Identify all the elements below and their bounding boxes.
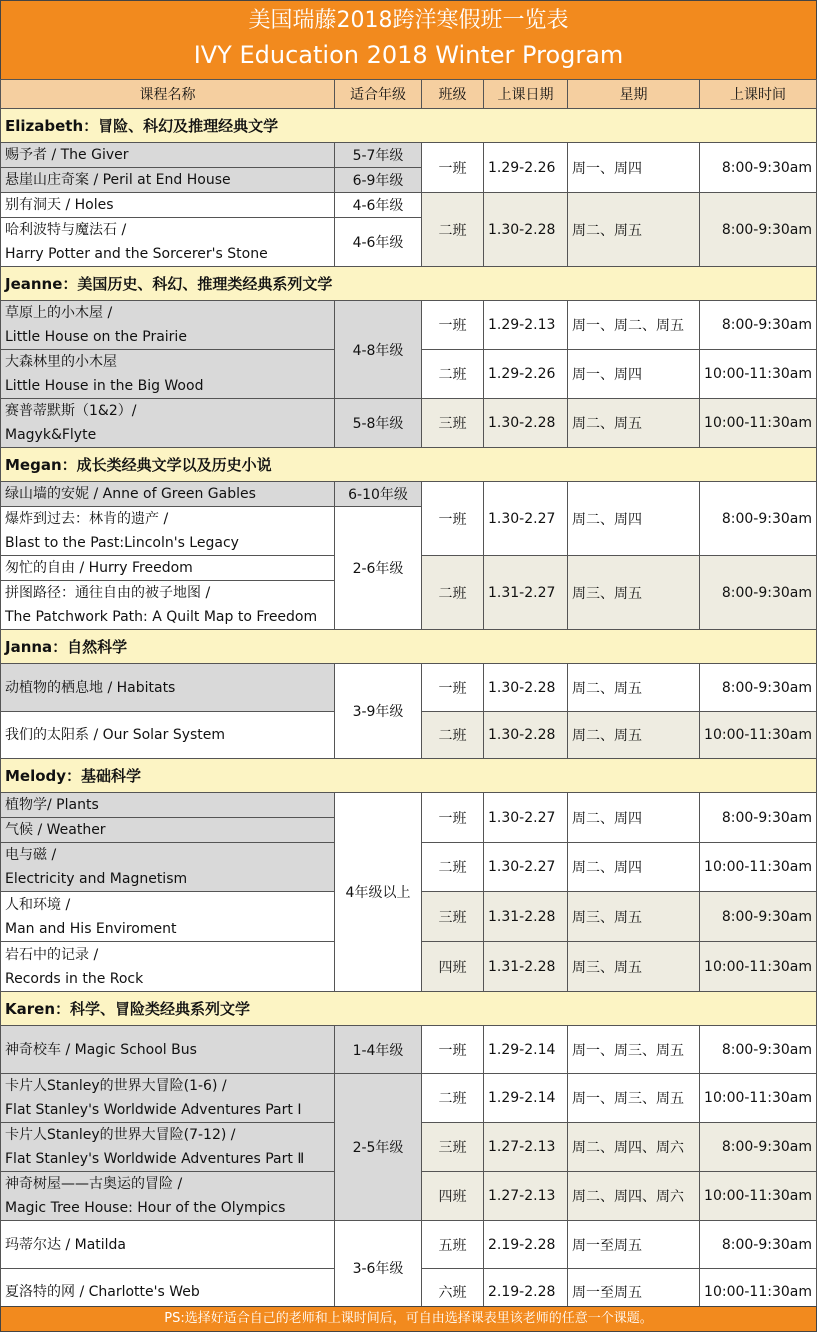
date-cell: 1.31-2.27 <box>484 556 568 630</box>
grade-cell: 2-5年级 <box>335 1074 422 1221</box>
class-cell: 二班 <box>422 712 484 759</box>
col-date: 上课日期 <box>484 80 568 109</box>
course-cell <box>1 843 335 892</box>
course-cn: 电与磁 / <box>5 847 57 863</box>
days-cell: 周二、周五 <box>568 664 700 712</box>
course-cell <box>1 301 335 350</box>
teacher-name: Melody：基础科学 <box>1 759 817 793</box>
grade-cell: 4年级以上 <box>335 793 422 992</box>
time-cell: 10:00-11:30am <box>700 1172 817 1221</box>
class-cell: 一班 <box>422 143 484 193</box>
class-cell: 三班 <box>422 892 484 942</box>
time-cell: 8:00-9:30am <box>700 143 817 193</box>
course-cell <box>1 892 335 942</box>
class-cell: 五班 <box>422 1221 484 1269</box>
grade-cell: 5-7年级 <box>335 143 422 168</box>
course-cell: 植物学/ Plants <box>1 793 335 818</box>
course-cell: 赐予者 / The Giver <box>1 143 335 168</box>
date-cell: 1.29-2.26 <box>484 350 568 399</box>
time-cell: 8:00-9:30am <box>700 1123 817 1172</box>
course-en: Little House on the Prairie <box>5 329 187 345</box>
course-en: Harry Potter and the Sorcerer's Stone <box>5 246 268 262</box>
footer-note: PS:选择好适合自己的老师和上课时间后，可自由选择课表里该老师的任意一个课题。 <box>0 1306 817 1332</box>
date-cell: 1.30-2.27 <box>484 793 568 843</box>
course-cn: 爆炸到过去：林肯的遗产 / <box>5 511 169 527</box>
date-cell: 1.29-2.14 <box>484 1074 568 1123</box>
days-cell: 周三、周五 <box>568 556 700 630</box>
days-cell: 周一、周三、周五 <box>568 1026 700 1074</box>
teacher-name: Megan：成长类经典文学以及历史小说 <box>1 448 817 482</box>
title-banner <box>0 0 817 80</box>
time-cell: 10:00-11:30am <box>700 350 817 399</box>
time-cell: 10:00-11:30am <box>700 942 817 992</box>
grade-cell: 4-8年级 <box>335 301 422 399</box>
days-cell: 周三、周五 <box>568 942 700 992</box>
grade-cell: 6-9年级 <box>335 168 422 193</box>
teacher-name: Janna：自然科学 <box>1 630 817 664</box>
course-cn: 卡片人Stanley的世界大冒险(7-12) / <box>5 1127 236 1143</box>
date-cell: 1.29-2.26 <box>484 143 568 193</box>
days-cell: 周二、周四 <box>568 793 700 843</box>
col-grade: 适合年级 <box>335 80 422 109</box>
grade-cell: 3-9年级 <box>335 664 422 759</box>
course-cell: 气候 / Weather <box>1 818 335 843</box>
course-cell: 匆忙的自由 / Hurry Freedom <box>1 556 335 581</box>
grade-cell: 6-10年级 <box>335 482 422 507</box>
time-cell: 8:00-9:30am <box>700 1026 817 1074</box>
col-course: 课程名称 <box>1 80 335 109</box>
time-cell: 10:00-11:30am <box>700 1074 817 1123</box>
grade-cell: 1-4年级 <box>335 1026 422 1074</box>
class-cell: 一班 <box>422 1026 484 1074</box>
course-cell: 悬崖山庄奇案 / Peril at End House <box>1 168 335 193</box>
course-en: Electricity and Magnetism <box>5 871 188 887</box>
date-cell: 2.19-2.28 <box>484 1221 568 1269</box>
days-cell: 周二、周四、周六 <box>568 1172 700 1221</box>
time-cell: 8:00-9:30am <box>700 664 817 712</box>
teacher-name: Elizabeth：冒险、科幻及推理经典文学 <box>1 109 817 143</box>
class-cell: 一班 <box>422 482 484 556</box>
course-cell: 夏洛特的网 / Charlotte's Web <box>1 1269 335 1316</box>
class-cell: 一班 <box>422 301 484 350</box>
time-cell: 8:00-9:30am <box>700 482 817 556</box>
date-cell: 1.29-2.13 <box>484 301 568 350</box>
class-cell: 一班 <box>422 793 484 843</box>
teacher-row <box>1 759 817 793</box>
teacher-row <box>1 109 817 143</box>
course-cn: 卡片人Stanley的世界大冒险(1-6) / <box>5 1078 227 1094</box>
course-cn: 人和环境 / <box>5 896 71 913</box>
time-cell: 10:00-11:30am <box>700 399 817 448</box>
course-cn: 赛普蒂默斯（1&2）/ <box>5 403 137 419</box>
course-en: The Patchwork Path: A Quilt Map to Freedom <box>5 609 318 625</box>
days-cell: 周二、周五 <box>568 712 700 759</box>
course-cell <box>1 581 335 630</box>
course-cell: 神奇校车 / Magic School Bus <box>1 1026 335 1074</box>
days-cell: 周一、周二、周五 <box>568 301 700 350</box>
time-cell: 10:00-11:30am <box>700 712 817 759</box>
course-cell: 动植物的栖息地 / Habitats <box>1 664 335 712</box>
class-cell: 四班 <box>422 942 484 992</box>
class-cell: 二班 <box>422 350 484 399</box>
time-cell: 10:00-11:30am <box>700 843 817 892</box>
class-cell: 三班 <box>422 1123 484 1172</box>
course-cn: 哈利波特与魔法石 / <box>5 222 127 238</box>
course-cell <box>1 350 335 399</box>
days-cell: 周二、周四、周六 <box>568 1123 700 1172</box>
date-cell: 1.30-2.28 <box>484 712 568 759</box>
course-en: Flat Stanley's Worldwide Adventures Part Ⅱ <box>5 1151 305 1167</box>
days-cell: 周一、周三、周五 <box>568 1074 700 1123</box>
days-cell: 周二、周四 <box>568 482 700 556</box>
course-cn: 岩石中的记录 / <box>5 946 99 963</box>
course-cn: 神奇树屋——古奥运的冒险 / <box>5 1176 183 1192</box>
date-cell: 1.30-2.27 <box>484 482 568 556</box>
course-cell <box>1 1123 335 1172</box>
course-en: Magic Tree House: Hour of the Olympics <box>5 1200 286 1216</box>
time-cell: 8:00-9:30am <box>700 556 817 630</box>
time-cell: 8:00-9:30am <box>700 892 817 942</box>
days-cell: 周三、周五 <box>568 892 700 942</box>
course-cell: 玛蒂尔达 / Matilda <box>1 1221 335 1269</box>
grade-cell: 2-6年级 <box>335 507 422 630</box>
col-days: 星期 <box>568 80 700 109</box>
grade-cell: 3-6年级 <box>335 1221 422 1316</box>
date-cell: 1.27-2.13 <box>484 1123 568 1172</box>
time-cell: 8:00-9:30am <box>700 301 817 350</box>
teacher-name: Jeanne：美国历史、科幻、推理类经典系列文学 <box>1 267 817 301</box>
course-en: Little House in the Big Wood <box>5 378 204 394</box>
days-cell: 周二、周四 <box>568 843 700 892</box>
days-cell: 周二、周五 <box>568 399 700 448</box>
teacher-row <box>1 448 817 482</box>
date-cell: 1.31-2.28 <box>484 892 568 942</box>
course-en: Records in the Rock <box>5 970 144 987</box>
column-header-row <box>1 80 817 109</box>
course-cn: 拼图路径：通往自由的被子地图 / <box>5 585 211 601</box>
course-en: Man and His Enviroment <box>5 920 177 937</box>
course-en: Blast to the Past:Lincoln's Legacy <box>5 535 239 551</box>
course-cell <box>1 399 335 448</box>
course-cn: 大森林里的小木屋 <box>5 354 117 370</box>
date-cell: 2.19-2.28 <box>484 1269 568 1316</box>
time-cell: 8:00-9:30am <box>700 1221 817 1269</box>
course-cell <box>1 218 335 267</box>
class-cell: 一班 <box>422 664 484 712</box>
class-cell: 二班 <box>422 193 484 267</box>
teacher-name: Karen：科学、冒险类经典系列文学 <box>1 992 817 1026</box>
class-cell: 六班 <box>422 1269 484 1316</box>
col-class: 班级 <box>422 80 484 109</box>
date-cell: 1.29-2.14 <box>484 1026 568 1074</box>
date-cell: 1.31-2.28 <box>484 942 568 992</box>
course-cell <box>1 942 335 992</box>
grade-cell: 4-6年级 <box>335 193 422 218</box>
date-cell: 1.30-2.27 <box>484 843 568 892</box>
grade-cell: 5-8年级 <box>335 399 422 448</box>
days-cell: 周一至周五 <box>568 1221 700 1269</box>
date-cell: 1.30-2.28 <box>484 193 568 267</box>
teacher-row <box>1 267 817 301</box>
course-cell: 我们的太阳系 / Our Solar System <box>1 712 335 759</box>
time-cell: 8:00-9:30am <box>700 193 817 267</box>
col-time: 上课时间 <box>700 80 817 109</box>
class-cell: 二班 <box>422 556 484 630</box>
title-en: IVY Education 2018 Winter Program <box>193 41 624 69</box>
date-cell: 1.30-2.28 <box>484 664 568 712</box>
days-cell: 周一、周四 <box>568 143 700 193</box>
class-cell: 三班 <box>422 399 484 448</box>
course-cell <box>1 1074 335 1123</box>
class-cell: 二班 <box>422 1074 484 1123</box>
grade-cell: 4-6年级 <box>335 218 422 267</box>
class-cell: 二班 <box>422 843 484 892</box>
course-cn: 草原上的小木屋 / <box>5 305 113 321</box>
course-cell: 别有洞天 / Holes <box>1 193 335 218</box>
time-cell: 8:00-9:30am <box>700 793 817 843</box>
class-cell: 四班 <box>422 1172 484 1221</box>
course-cell <box>1 1172 335 1221</box>
course-cell <box>1 507 335 556</box>
course-cell: 绿山墙的安妮 / Anne of Green Gables <box>1 482 335 507</box>
teacher-row <box>1 630 817 664</box>
title-cn: 美国瑞藤2018跨洋寒假班一览表 <box>248 8 569 33</box>
date-cell: 1.30-2.28 <box>484 399 568 448</box>
time-cell: 10:00-11:30am <box>700 1269 817 1316</box>
days-cell: 周二、周五 <box>568 193 700 267</box>
days-cell: 周一、周四 <box>568 350 700 399</box>
date-cell: 1.27-2.13 <box>484 1172 568 1221</box>
course-en: Flat Stanley's Worldwide Adventures Part Ⅰ <box>5 1102 302 1118</box>
course-en: Magyk&Flyte <box>5 427 97 443</box>
schedule-table <box>0 79 817 1316</box>
teacher-row <box>1 992 817 1026</box>
days-cell: 周一至周五 <box>568 1269 700 1316</box>
